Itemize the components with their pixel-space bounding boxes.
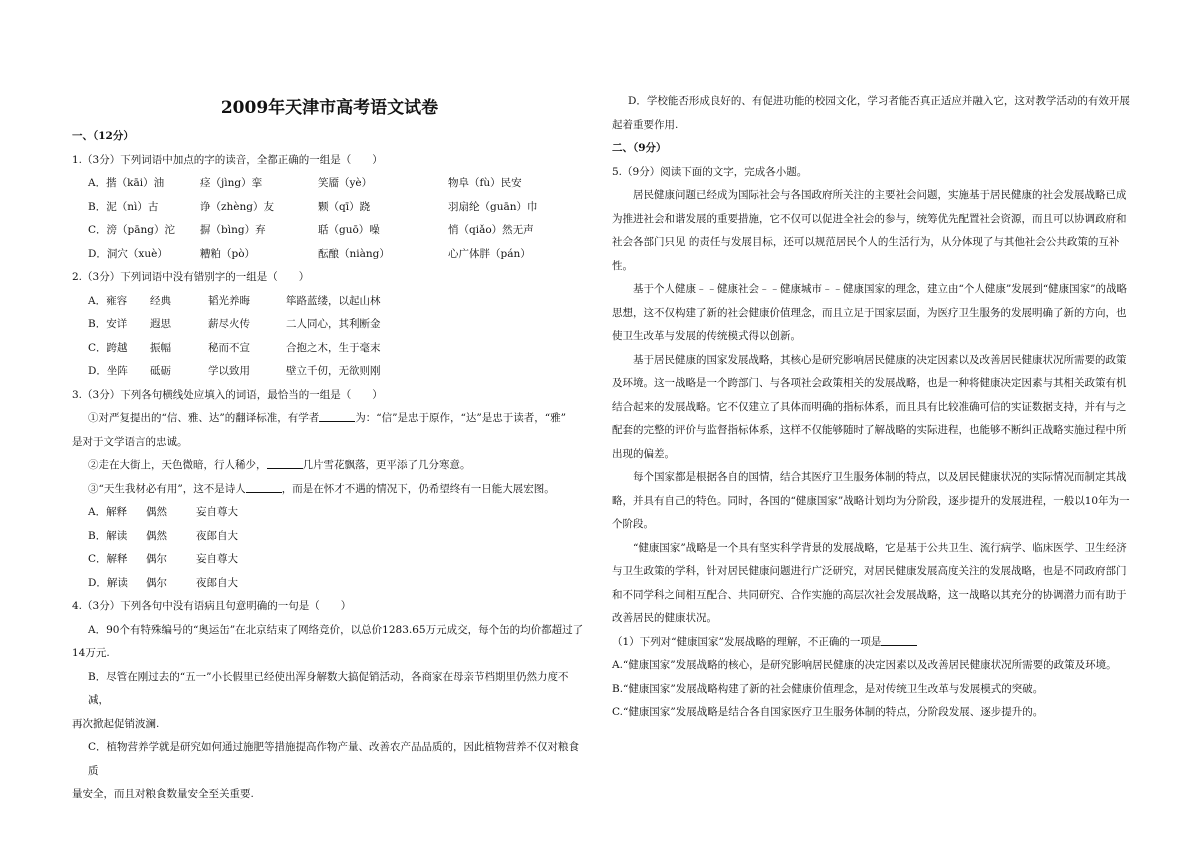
question-2-option-c: C．跨越 振幅 秘而不宣 合抱之木，生于毫末 [88, 341, 381, 354]
passage-paragraph-5: “健康国家”战略是一个具有坚实科学背景的发展战略，它是基于公共卫生、流行病学、临床医学、卫生经济与卫生政策的学科，针对居民健康问题进行广泛研究，对居民健康发展高度关注的发展战略，也是不同政府部门和不同学科之间相互配合、共同研究、合作实施的高层次社会发展战略，这一战略以其充分的协调潜力而有助于改善居民的健康状况。 [612, 541, 1127, 624]
right-column [612, 90, 1132, 725]
question-3-sentence-3: ③“天生我材必有用”，这不是诗人 ，而是在怀才不遇的情况下，仍希望终有一日能大展宏图。 [72, 478, 587, 502]
section-2-heading: 二、（9分） [612, 142, 667, 154]
passage-paragraph-1: 居民健康问题已经成为国际社会与各国政府所关注的主要社会问题，实施基于居民健康的社会发展战略已成为推进社会和谐发展的重要措施，它不仅可以促进全社会的参与，统筹优先配置社会资源，而且可以协调政府和社会各部门只见 的责任与发展目标，还可以规范居民个人的生活行为，从分体现了与其他社会公共政策的互补性。 [612, 189, 1127, 272]
left-column [72, 95, 587, 807]
passage-paragraph-4: 每个国家都是根据各自的国情，结合其医疗卫生服务体制的特点，以及居民健康状况的实际情况而制定其战略，并具有自己的特色。同时，各国的“健康国家”战略计划均为分阶段，逐步提升的发展进程，一般以10年为一个阶段。 [612, 471, 1130, 530]
question-4-option-b-cont: 再次掀起促销波澜. [72, 717, 160, 730]
question-3-option-b: B．解读 偶然 夜郎自大 [88, 529, 238, 542]
question-1-option-a: A．揩（kāi）油 痉（jìng）挛 笑靥（yè） 物阜（fù）民安 [88, 177, 522, 189]
question-3-option-c: C．解释 偶尔 妄自尊大 [88, 553, 238, 565]
question-3-sentence-1: ①对严复提出的“信、雅、达”的翻译标准，有学者 为：“信”是忠于原作，“达”是忠于读者，“雅” [72, 407, 587, 431]
question-4-option-a-cont: 14万元. [72, 647, 110, 659]
question-1-option-c: C．滂（pāng）沱 摒（bìng）弃 聒（guō）噪 悄（qiǎo）然无声 [88, 224, 534, 236]
question-3-option-a: A．解释 偶然 妄自尊大 [88, 506, 238, 518]
answer-blank [319, 409, 355, 422]
answer-blank [267, 456, 303, 469]
question-1-stem: 1.（3分）下列词语中加点的字的读音，全都正确的一组是（ ） [72, 153, 383, 166]
question-3-sentence-2: ②走在大街上，天色微暗，行人稀少， 几片雪花飘落，更平添了几分寒意。 [72, 454, 587, 478]
sub-question-1-option-c: C.“健康国家”发展战略是结合各自国家医疗卫生服务体制的特点，分阶段发展、逐步提升的。 [612, 706, 1044, 718]
passage-paragraph-3: 基于居民健康的国家发展战略，其核心是研究影响居民健康的决定因素以及改善居民健康状况所需要的政策及环境。这一战略是一个跨部门、与各项社会政策相关的发展战略，也是一种将健康决定因素与其相关政策有机结合起来的发展战略。它不仅建立了具体而明确的指标体系，而且具有比较准确可信的实证数据支持，并有与之配套的完整的评价与监督指标体系，这样不仅能够随时了解战略的实际进程，也能够不断纠正战略实施过程中所出现的偏差。 [612, 353, 1127, 460]
question-4-option-c-cont: 量安全，而且对粮食数量安全至关重要. [72, 788, 254, 800]
question-1-option-b: B．泥（nì）古 诤（zhèng）友 颗（qī）跷 羽扇纶（guān）巾 [88, 200, 538, 213]
question-3-option-d: D．解读 偶尔 夜郎自大 [88, 576, 238, 589]
question-4-option-d: D．学校能否形成良好的、有促进功能的校园文化，学习者能否真正适应并融入它，这对教学活动的有效开展 [628, 95, 1130, 107]
question-4-stem: 4.（3分）下列各句中没有语病且句意明确的一句是（ ） [72, 600, 352, 612]
sub-question-1-option-b: B.“健康国家”发展战略构建了新的社会健康价值理念，是对传统卫生改革与发展模式的突破。 [612, 682, 1044, 695]
passage-paragraph-2: 基于个人健康﹣﹣健康社会﹣﹣健康城市﹣﹣健康国家的理念，建立由“个人健康”发展到“健康国家”的战略思想，这不仅构建了新的社会健康价值理念，而且立足于国家层面，为医疗卫生服务的发展明确了新的方向，也使卫生改革与发展的传统模式得以创新。 [612, 283, 1127, 342]
question-4-option-a: A．90个有特殊编号的“奥运缶”在北京结束了网络竞价，以总价1283.65万元成交，每个缶的均价都超过了 [88, 623, 584, 636]
page-title: 2009年天津市高考语文试卷 [220, 98, 439, 118]
question-4-option-d-cont: 起着重要作用. [612, 118, 679, 131]
question-3-stem: 3.（3分）下列各句横线处应填入的词语，最恰当的一组是（ ） [72, 388, 383, 401]
question-5-stem: 5.（9分）阅读下面的文字，完成各小题。 [612, 165, 808, 178]
section-1-heading: 一、（12分） [72, 130, 134, 142]
question-2-option-b: B．安详 遐思 薪尽火传 二人同心，其利断金 [88, 318, 381, 330]
question-4-option-c: C．植物营养学就是研究如何通过施肥等措施提高作物产量、改善农产品品质的，因此植物营养不仅对粮食质 [88, 741, 580, 777]
question-1-option-d: D．洞穴（xuè） 糟粕（pò） 酝酿（niàng） 心广体胖（pán） [88, 247, 531, 260]
question-2-option-d: D．坐阵 砥砺 学以致用 壁立千仞，无欲则刚 [88, 365, 381, 377]
question-2-option-a: A．雍容 经典 韬光养晦 筚路蓝缕，以起山林 [88, 294, 381, 307]
question-3-sentence-1-cont: 是对于文学语言的忠诚。 [72, 435, 188, 448]
answer-blank [246, 480, 282, 493]
question-4-option-b: B．尽管在刚过去的“五一”小长假里已经使出浑身解数大搞促销活动，各商家在母亲节档期里仍然力度不减， [88, 670, 569, 706]
sub-question-1-stem: （1）下列对“健康国家”发展战略的理解，不正确的一项是 [612, 631, 1132, 655]
sub-question-1-option-a: A.“健康国家”发展战略的核心，是研究影响居民健康的决定因素以及改善居民健康状况所需要的政策及环境。 [612, 659, 1117, 671]
question-2-stem: 2.（3分）下列词语中没有错别字的一组是（ ） [72, 271, 310, 283]
answer-blank [881, 633, 917, 646]
